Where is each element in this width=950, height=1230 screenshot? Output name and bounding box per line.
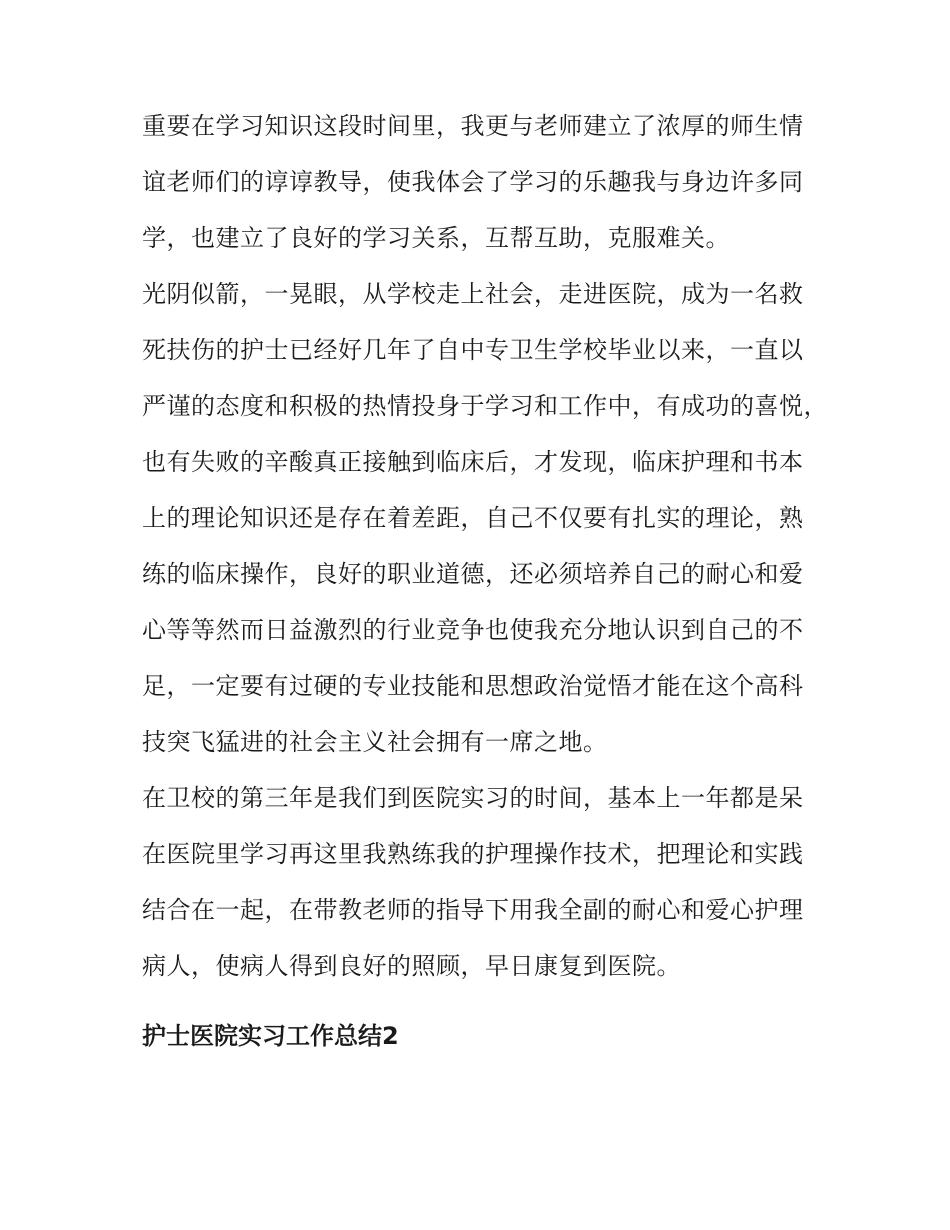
- text-line: 死扶伤的护士已经好几年了自中专卫生学校毕业以来，一直以: [142, 336, 804, 364]
- text-line: 足，一定要有过硬的专业技能和思想政治觉悟才能在这个高科: [142, 672, 804, 700]
- text-line: 结合在一起，在带教老师的指导下用我全副的耐心和爱心护理: [142, 896, 804, 924]
- text-line: 光阴似箭，一晃眼，从学校走上社会，走进医院，成为一名救: [142, 280, 804, 308]
- text-line: 严谨的态度和积极的热情投身于学习和工作中，有成功的喜悦，: [142, 392, 828, 420]
- text-line: 也有失败的辛酸真正接触到临床后，才发现，临床护理和书本: [142, 448, 804, 476]
- section-heading: 护士医院实习工作总结2: [142, 1022, 399, 1050]
- body-text: [142, 98, 832, 994]
- text-line: 重要在学习知识这段时间里，我更与老师建立了浓厚的师生情: [142, 112, 804, 140]
- text-line: 上的理论知识还是存在着差距，自己不仅要有扎实的理论，熟: [142, 504, 804, 532]
- text-line: 学，也建立了良好的学习关系，互帮互助，克服难关。: [142, 224, 730, 252]
- text-line: 心等等然而日益激烈的行业竞争也使我充分地认识到自己的不: [142, 616, 804, 644]
- text-line: 谊老师们的谆谆教导，使我体会了学习的乐趣我与身边许多同: [142, 168, 804, 196]
- text-line: 技突飞猛进的社会主义社会拥有一席之地。: [142, 728, 608, 756]
- text-line: 在医院里学习再这里我熟练我的护理操作技术，把理论和实践: [142, 840, 804, 868]
- text-line: 病人，使病人得到良好的照顾，早日康复到医院。: [142, 952, 681, 980]
- text-line: 练的临床操作，良好的职业道德，还必须培养自己的耐心和爱: [142, 560, 804, 588]
- text-line: 在卫校的第三年是我们到医院实习的时间，基本上一年都是呆: [142, 784, 804, 812]
